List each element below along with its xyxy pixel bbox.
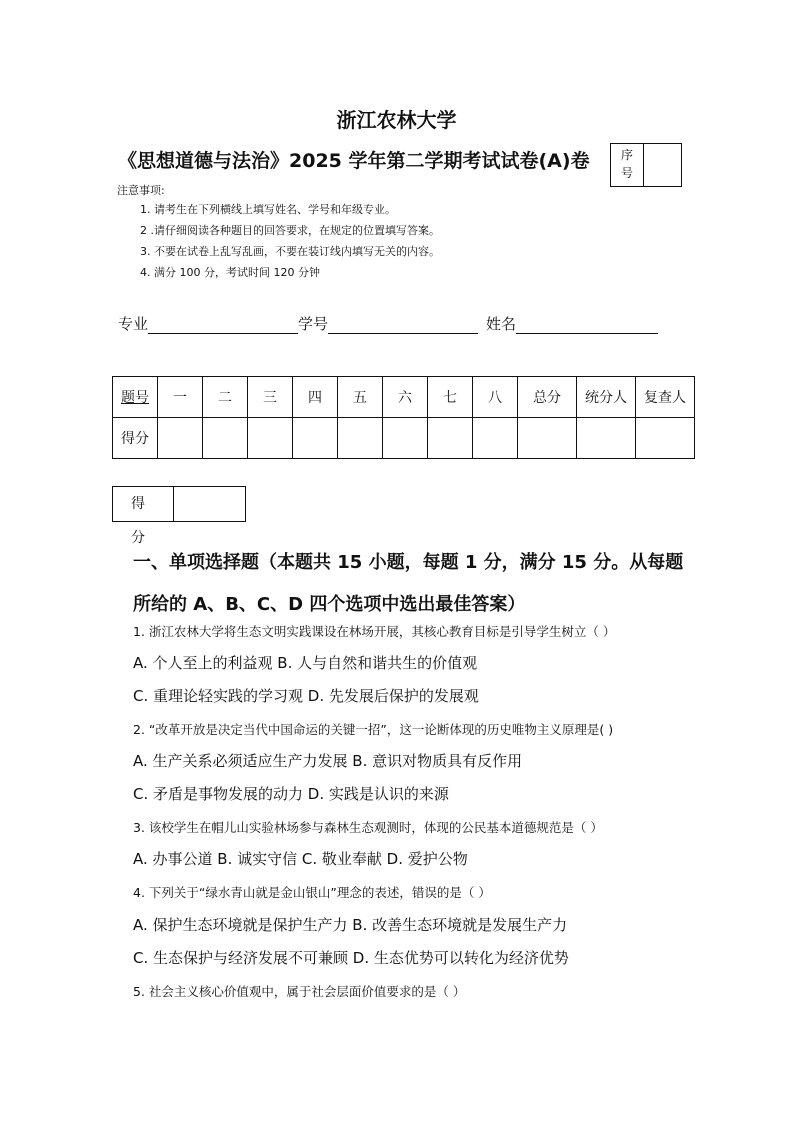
question-options: A. 保护生态环境就是保护生产力 B. 改善生态环境就是发展生产力 [133,916,568,934]
serial-number-box [610,143,682,187]
question-stem: 3. 该校学生在帽儿山实验林场参与森林生态观测时，体现的公民基本道德规范是（ ） [133,820,603,835]
score-header-cell: 二 [203,377,248,418]
serial-label-top: 序 [620,148,633,162]
score-header-cell: 八 [473,377,518,418]
question-stem: 1. 浙江农林大学将生态文明实践课设在林场开展，其核心教育目标是引导学生树立（ ） [133,624,616,639]
university-name: 浙江农林大学 [336,108,457,132]
section-score-box [112,486,246,546]
notice-item: 1. 请考生在下列横线上填写姓名、学号和年级专业。 [140,203,396,216]
serial-number-field[interactable] [644,144,681,186]
name-field[interactable] [516,315,658,334]
score-header-cell: 三 [248,377,293,418]
question-options: C. 矛盾是事物发展的动力 D. 实践是认识的来源 [133,785,449,803]
name-label: 姓名 [486,315,517,333]
notice-title: 注意事项: [117,184,165,197]
score-cell[interactable] [473,418,518,459]
score-cell[interactable] [158,418,203,459]
score-cell[interactable] [577,418,636,459]
question-options: A. 办事公道 B. 诚实守信 C. 敬业奉献 D. 爱护公物 [133,850,468,868]
score-header-cell: 统分人 [577,377,636,418]
question-stem: 2. “改革开放是决定当代中国命运的关键一招”，这一论断体现的历史唯物主义原理是( ) [133,722,614,737]
score-cell[interactable] [383,418,428,459]
score-header-cell: 总分 [518,377,577,418]
score-header-cell: 七 [428,377,473,418]
score-row-label: 得分 [113,418,158,459]
score-cell[interactable] [518,418,577,459]
question-options: A. 个人至上的利益观 B. 人与自然和谐共生的价值观 [133,654,478,672]
question-options: C. 生态保护与经济发展不可兼顾 D. 生态优势可以转化为经济优势 [133,949,569,967]
section-score-field[interactable] [174,487,245,521]
student-id-field[interactable] [328,315,478,334]
score-header-cell: 六 [383,377,428,418]
question-stem: 5. 社会主义核心价值观中，属于社会层面价值要求的是（ ） [133,984,466,999]
serial-number-label [611,144,644,186]
score-table-score-row [113,418,695,459]
notice-list [140,202,440,286]
score-header-cell: 四 [293,377,338,418]
student-info-line [118,313,658,334]
section-score-label: 得 分 [113,487,174,521]
question-stem: 4. 下列关于“绿水青山就是金山银山”理念的表述，错误的是（ ） [133,885,491,900]
score-cell[interactable] [203,418,248,459]
question-options: A. 生产关系必须适应生产力发展 B. 意识对物质具有反作用 [133,752,523,770]
score-cell[interactable] [248,418,293,459]
exam-title: 《思想道德与法治》2025 学年第二学期考试试卷(A)卷 [118,150,590,172]
notice-item: 2 .请仔细阅读各种题目的回答要求，在规定的位置填写答案。 [140,224,440,237]
score-header-cell: 复查人 [636,377,695,418]
major-field[interactable] [148,315,298,334]
score-cell[interactable] [428,418,473,459]
section-heading: 一、单项选择题（本题共 15 小题，每题 1 分，满分 15 分。从每题所给的 A、B、C、D 四个选项中选出最佳答案） [133,552,684,615]
major-label: 专业 [118,315,149,333]
score-header-cell: 题号 [113,377,158,418]
notice-item: 4. 满分 100 分，考试时间 120 分钟 [140,266,320,279]
score-table-header-row [113,377,695,418]
question-options: C. 重理论轻实践的学习观 D. 先发展后保护的发展观 [133,687,479,705]
score-cell[interactable] [293,418,338,459]
serial-label-bottom: 号 [620,166,633,180]
score-header-cell: 五 [338,377,383,418]
notice-item: 3. 不要在试卷上乱写乱画，不要在装订线内填写无关的内容。 [140,245,440,258]
score-cell[interactable] [338,418,383,459]
student-id-label: 学号 [298,315,329,333]
score-cell[interactable] [636,418,695,459]
score-table [112,376,695,459]
score-header-cell: 一 [158,377,203,418]
